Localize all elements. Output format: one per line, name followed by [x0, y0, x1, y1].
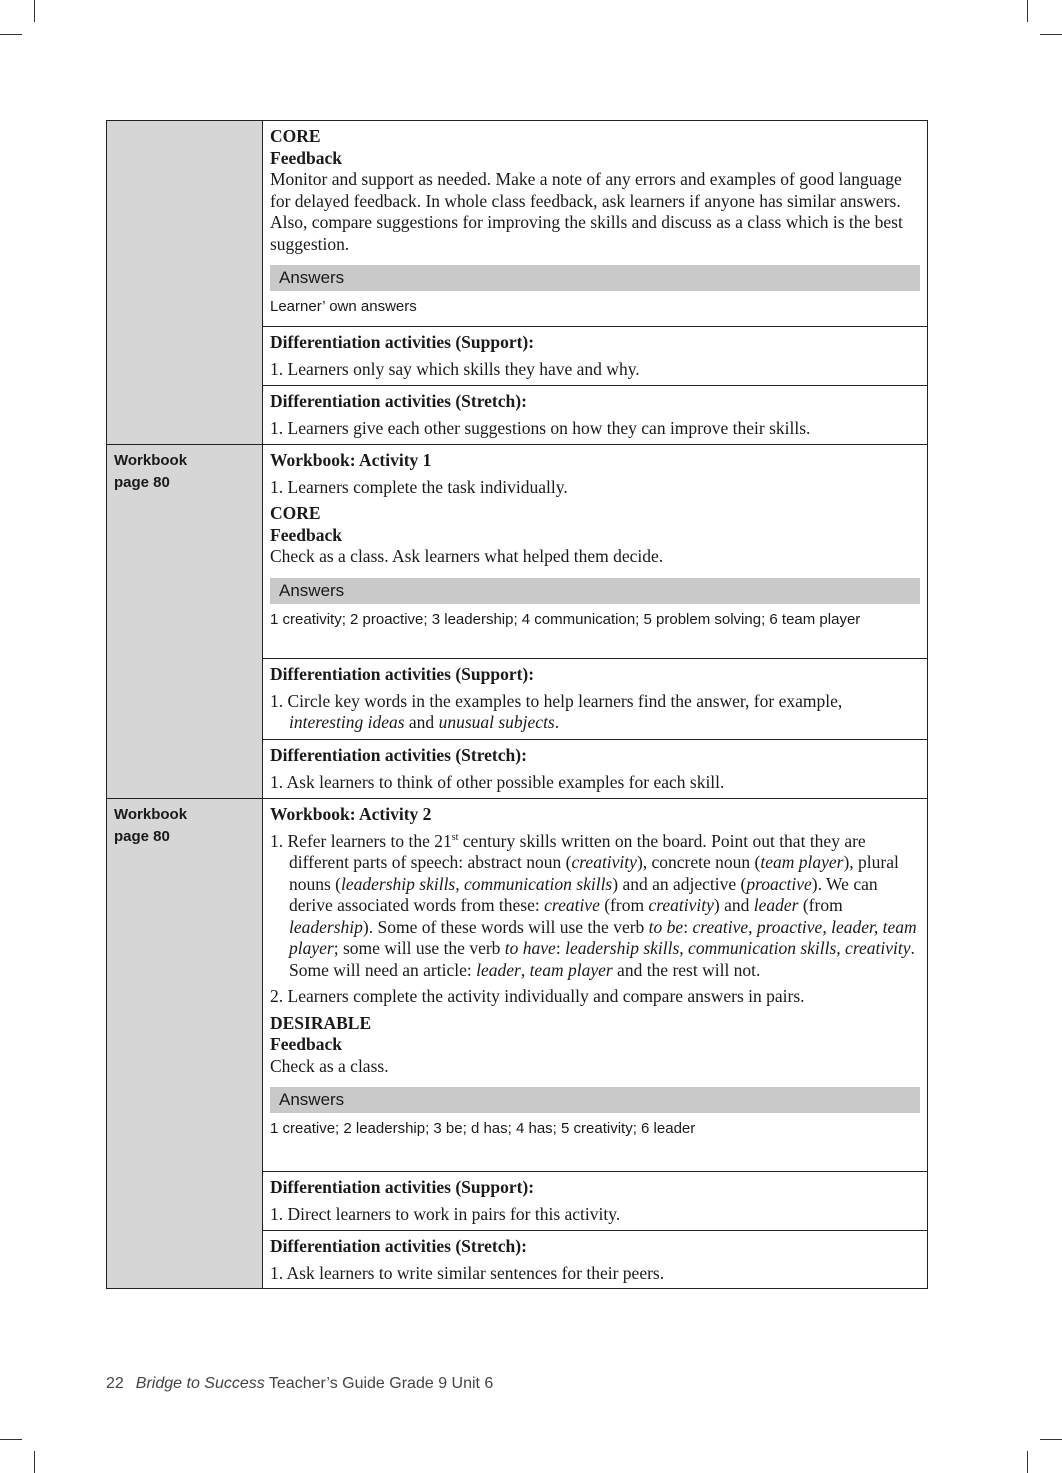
answers-heading: Answers: [270, 1087, 920, 1113]
text-run: (from: [798, 895, 843, 915]
answers-text: 1 creativity; 2 proactive; 3 leadership; 4 communication; 5 problem solving; 6 team player: [270, 610, 861, 628]
step-item: [270, 477, 920, 499]
text-run: 2. Learners complete the activity individually and compare answers in pairs.: [270, 986, 805, 1006]
stretch-cell: [263, 739, 927, 798]
section-label-line: page 80: [114, 474, 170, 491]
differentiation-title: Differentiation activities (Stretch):: [270, 1236, 527, 1256]
stretch-cell: [263, 385, 927, 444]
level-label: CORE: [270, 503, 321, 523]
page-footer: [106, 1375, 493, 1393]
support-cell: [263, 1171, 927, 1230]
crop-mark: [1027, 1451, 1028, 1473]
text-run: ). Some of these words will use the verb: [362, 916, 649, 937]
italic-text: creative: [544, 895, 600, 915]
stretch-cell: [263, 1230, 927, 1288]
page-number: 22: [106, 1375, 124, 1392]
differentiation-item: [270, 691, 920, 734]
section-label-line: Workbook: [114, 452, 188, 469]
text-run: ) and: [713, 895, 754, 915]
italic-text: proactive: [746, 873, 812, 894]
italic-text: to be: [648, 916, 684, 937]
section-content: [263, 121, 927, 444]
step-item: [270, 986, 920, 1008]
level-label: DESIRABLE: [270, 1012, 372, 1033]
differentiation-item: [270, 359, 920, 381]
differentiation-title: Differentiation activities (Support):: [270, 1177, 535, 1197]
text-run: 1. Refer learners to the 21: [270, 830, 452, 851]
text-run: ,: [520, 959, 530, 980]
text-run: . Some will need an article:: [289, 938, 915, 980]
text-run: 1. Learners give each other suggestions on how they can improve their skills.: [270, 417, 811, 438]
answers-heading: Answers: [270, 265, 920, 291]
activity-title: Workbook: Activity 1: [270, 450, 432, 470]
support-cell: [263, 326, 927, 385]
differentiation-title: Differentiation activities (Stretch):: [270, 391, 527, 411]
text-run: 1. Ask learners to write similar sentences for their peers.: [270, 1262, 665, 1283]
differentiation-item: [270, 772, 920, 794]
activity-cell: [263, 445, 927, 658]
text-run: 1. Ask learners to think of other possible examples for each skill.: [270, 771, 725, 792]
section-label: [107, 121, 263, 444]
crop-mark: [1027, 0, 1028, 22]
text-run: ), plural nouns (: [289, 852, 899, 894]
feedback-text: Check as a class. Ask learners what helped them decide.: [270, 546, 664, 566]
activity-title: Workbook: Activity 2: [270, 804, 432, 824]
italic-text: creativity: [648, 895, 714, 915]
section-content: [263, 445, 927, 798]
italic-text: unusual subjects: [438, 712, 555, 732]
step-item: [270, 831, 920, 982]
text-run: century skills written on the board. Point out that they are different parts of speech: abstract noun (: [289, 830, 866, 872]
crop-mark: [34, 1451, 35, 1473]
text-run: .: [554, 712, 560, 732]
text-run: and: [404, 712, 439, 732]
table-row: [107, 444, 927, 798]
crop-mark: [0, 34, 22, 35]
italic-text: leadership: [289, 916, 363, 937]
differentiation-title: Differentiation activities (Stretch):: [270, 745, 527, 765]
lesson-table: [106, 120, 928, 1289]
activity-cell: [263, 121, 927, 326]
text-run: :: [555, 938, 566, 958]
text-run: 1. Circle key words in the examples to help learners find the answer, for example,: [270, 690, 843, 711]
text-run: st: [451, 831, 459, 843]
italic-text: creative, proactive, leader, team player: [289, 916, 917, 958]
italic-text: leader: [753, 895, 799, 915]
differentiation-item: [270, 418, 920, 440]
crop-mark: [1040, 34, 1062, 35]
crop-mark: [34, 0, 35, 22]
differentiation-title: Differentiation activities (Support):: [270, 664, 535, 684]
guide-subtitle: Teacher’s Guide Grade 9 Unit 6: [264, 1375, 494, 1392]
differentiation-item: [270, 1263, 920, 1285]
section-label: [107, 445, 263, 798]
italic-text: team player: [760, 852, 844, 872]
answers-text: Learner’ own answers: [270, 298, 417, 315]
section-label: [107, 799, 263, 1288]
italic-text: team player: [529, 959, 613, 980]
feedback-label: Feedback: [270, 1034, 342, 1054]
answers-text: 1 creative; 2 leadership; 3 be; d has; 4 has; 5 creativity; 6 leader: [270, 1120, 696, 1137]
text-run: ; some will use the verb: [333, 938, 505, 958]
text-run: 1. Learners complete the task individually.: [270, 476, 568, 497]
text-run: 1. Direct learners to work in pairs for this activity.: [270, 1203, 621, 1224]
differentiation-title: Differentiation activities (Support):: [270, 332, 535, 352]
feedback-label: Feedback: [270, 147, 342, 168]
crop-mark: [1040, 1439, 1062, 1440]
crop-mark: [0, 1439, 22, 1440]
table-row: [107, 121, 927, 444]
text-run: ) and an adjective (: [612, 873, 747, 894]
text-run: and the rest will not.: [612, 959, 761, 980]
table-row: [107, 798, 927, 1288]
italic-text: creativity: [571, 852, 637, 872]
differentiation-item: [270, 1204, 920, 1226]
support-cell: [263, 658, 927, 739]
text-run: ), concrete noun (: [636, 852, 761, 872]
section-content: [263, 799, 927, 1288]
feedback-text: Monitor and support as needed. Make a note of any errors and examples of good language for delayed feedback. In whole class feedback, ask learners if anyone has similar answers. Also, compare suggestions for improving the skills and discuss as a class which is the best suggestion.: [270, 169, 903, 254]
italic-text: leader: [476, 959, 521, 980]
series-title: Bridge to Success: [135, 1375, 265, 1392]
italic-text: leadership skills, communication skills: [341, 873, 613, 894]
text-run: :: [683, 916, 693, 937]
section-label-line: Workbook: [114, 806, 188, 823]
italic-text: to have: [504, 938, 556, 958]
italic-text: interesting ideas: [289, 712, 405, 732]
activity-cell: [263, 799, 927, 1171]
text-run: (from: [599, 895, 649, 915]
level-label: CORE: [270, 126, 321, 146]
feedback-text: Check as a class.: [270, 1055, 389, 1076]
section-label-line: page 80: [114, 828, 170, 845]
text-run: ). We can derive associated words from these:: [289, 873, 878, 915]
italic-text: leadership skills, communication skills, creativity: [565, 938, 911, 958]
feedback-label: Feedback: [270, 524, 342, 545]
answers-heading: Answers: [270, 578, 920, 604]
text-run: 1. Learners only say which skills they have and why.: [270, 358, 640, 379]
